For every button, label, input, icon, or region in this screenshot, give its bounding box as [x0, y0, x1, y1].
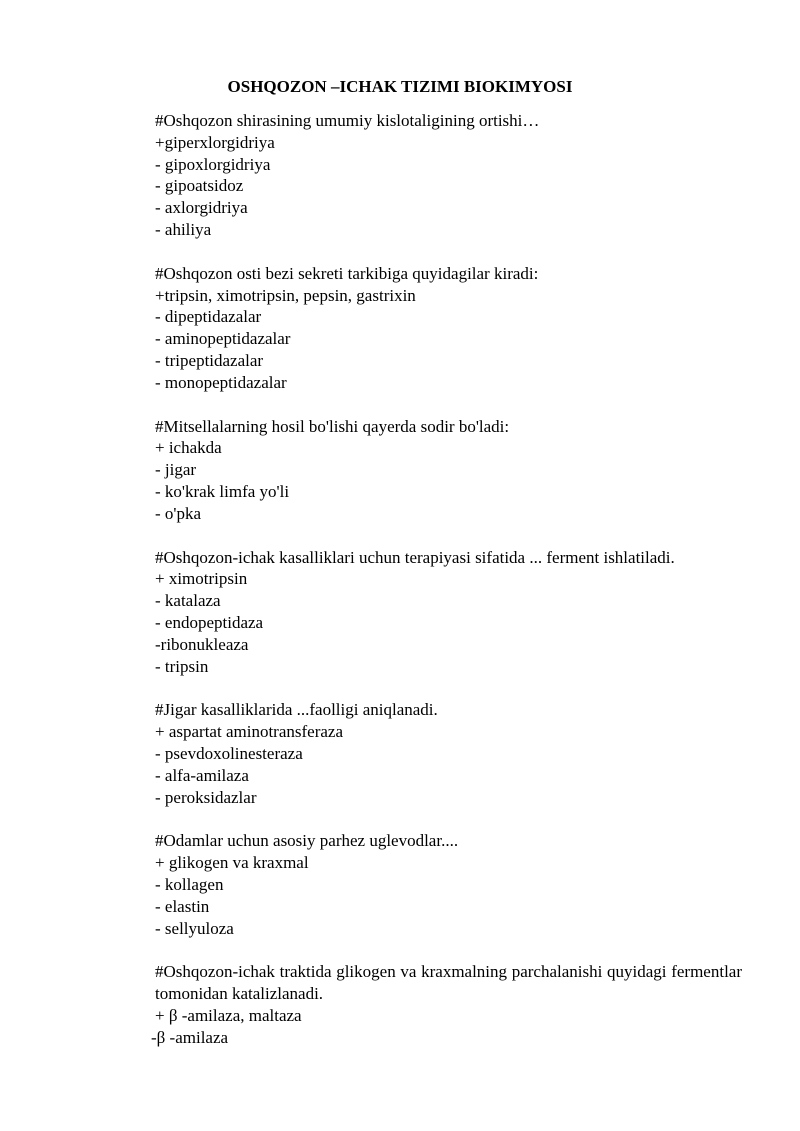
question-text: #Odamlar uchun asosiy parhez uglevodlar.... [155, 831, 459, 851]
answer-option: - endopeptidaza [155, 612, 264, 632]
answer-option: - tripeptidazalar [155, 350, 264, 370]
question-block-5 [155, 699, 742, 808]
answer-option: + ichakda [155, 438, 222, 458]
answer-option: - monopeptidazalar [155, 372, 287, 392]
question-text: #Oshqozon osti bezi sekreti tarkibiga quyidagilar kiradi: [155, 263, 539, 283]
answer-option: - ko'krak limfa yo'li [155, 481, 290, 501]
answer-option: - o'pka [155, 503, 202, 523]
question-block-2 [155, 263, 742, 394]
answer-option: - psevdoxolinesteraza [155, 743, 303, 763]
question-text: #Oshqozon shirasining umumiy kislotaligining ortishi… [155, 111, 540, 130]
question-block-4 [155, 547, 742, 678]
answer-option: - alfa-amilaza [155, 765, 249, 785]
answer-option: -ribonukleaza [155, 634, 249, 654]
answer-option: + β -amilaza, maltaza [155, 1005, 302, 1025]
question-block-6 [155, 830, 742, 939]
document-title: OSHQOZON –ICHAK TIZIMI BIOKIMYOSI [227, 77, 573, 96]
answer-option: - aminopeptidazalar [155, 329, 291, 349]
answer-option: - kollagen [155, 874, 224, 894]
answer-option: - gipoatsidoz [155, 176, 244, 196]
question-text: #Oshqozon-ichak kasalliklari uchun terapiyasi sifatida ... ferment ishlatiladi. [155, 547, 675, 567]
question-text: #Jigar kasalliklarida ...faolligi aniqlanadi. [155, 700, 438, 720]
answer-option: + ximotripsin [155, 569, 248, 589]
question-block-3 [155, 416, 742, 525]
answer-option: - jigar [155, 460, 197, 480]
answer-option: - elastin [155, 896, 210, 916]
answer-option: - sellyuloza [155, 918, 234, 938]
question-list [151, 110, 742, 1070]
question-text: #Mitsellalarning hosil bo'lishi qayerda sodir bo'ladi: [155, 416, 510, 436]
answer-option: +giperxlorgidriya [155, 132, 275, 152]
question-block-7 [151, 961, 742, 1048]
answer-option: + glikogen va kraxmal [155, 853, 309, 873]
answer-option: - tripsin [155, 656, 209, 676]
answer-option: - ahiliya [155, 219, 212, 239]
answer-option: - gipoxlorgidriya [155, 154, 271, 174]
answer-option: + aspartat aminotransferaza [155, 722, 343, 742]
question-block-1 [155, 110, 742, 241]
answer-option: +tripsin, ximotripsin, pepsin, gastrixin [155, 285, 416, 305]
answer-option: - axlorgidriya [155, 198, 248, 218]
answer-option: -β -amilaza [151, 1027, 229, 1047]
answer-option: - dipeptidazalar [155, 307, 262, 327]
answer-option: - peroksidazlar [155, 787, 257, 807]
question-text: #Oshqozon-ichak traktida glikogen va kraxmalning parchalanishi quyidagi fermentlar tomonidan katalizlanadi. [155, 962, 742, 1004]
answer-option: - katalaza [155, 591, 221, 611]
